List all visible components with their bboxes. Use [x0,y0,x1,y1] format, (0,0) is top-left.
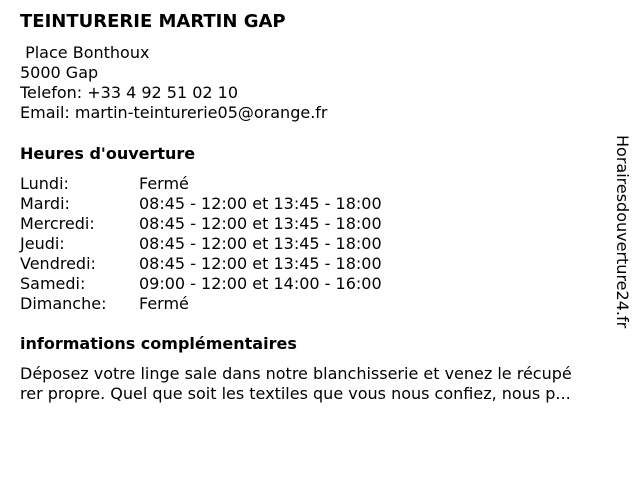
address-line: Place Bonthoux [20,43,150,62]
description-line: rer propre. Quel que soit les textiles que vous nous confiez, nous p... [20,384,571,403]
site-watermark: Horairesdouverture24.fr [613,135,632,329]
hours-day: Mardi: [20,194,70,213]
hours-time: Fermé [139,174,189,193]
hours-time: 08:45 - 12:00 et 13:45 - 18:00 [139,254,382,273]
hours-day: Dimanche: [20,294,107,313]
hours-time: 08:45 - 12:00 et 13:45 - 18:00 [139,234,382,253]
contact-block [20,43,328,123]
additional-info-heading: informations complémentaires [20,334,297,353]
hours-day: Samedi: [20,274,86,293]
business-name: TEINTURERIE MARTIN GAP [20,11,286,32]
description-line: Déposez votre linge sale dans notre blanchisserie et venez le récupé [20,364,572,383]
hours-day: Lundi: [20,174,69,193]
email-line: Email: martin-teinturerie05@orange.fr [20,103,328,122]
hours-time: 08:45 - 12:00 et 13:45 - 18:00 [139,194,382,213]
opening-hours-heading: Heures d'ouverture [20,144,196,163]
hours-time: 08:45 - 12:00 et 13:45 - 18:00 [139,214,382,233]
hours-day: Mercredi: [20,214,95,233]
additional-info-text [20,364,620,404]
city-line: 5000 Gap [20,63,99,82]
hours-day: Jeudi: [20,234,65,253]
hours-day: Vendredi: [20,254,96,273]
hours-time: Fermé [139,294,189,313]
phone-line: Telefon: +33 4 92 51 02 10 [20,83,239,102]
hours-time: 09:00 - 12:00 et 14:00 - 16:00 [139,274,382,293]
